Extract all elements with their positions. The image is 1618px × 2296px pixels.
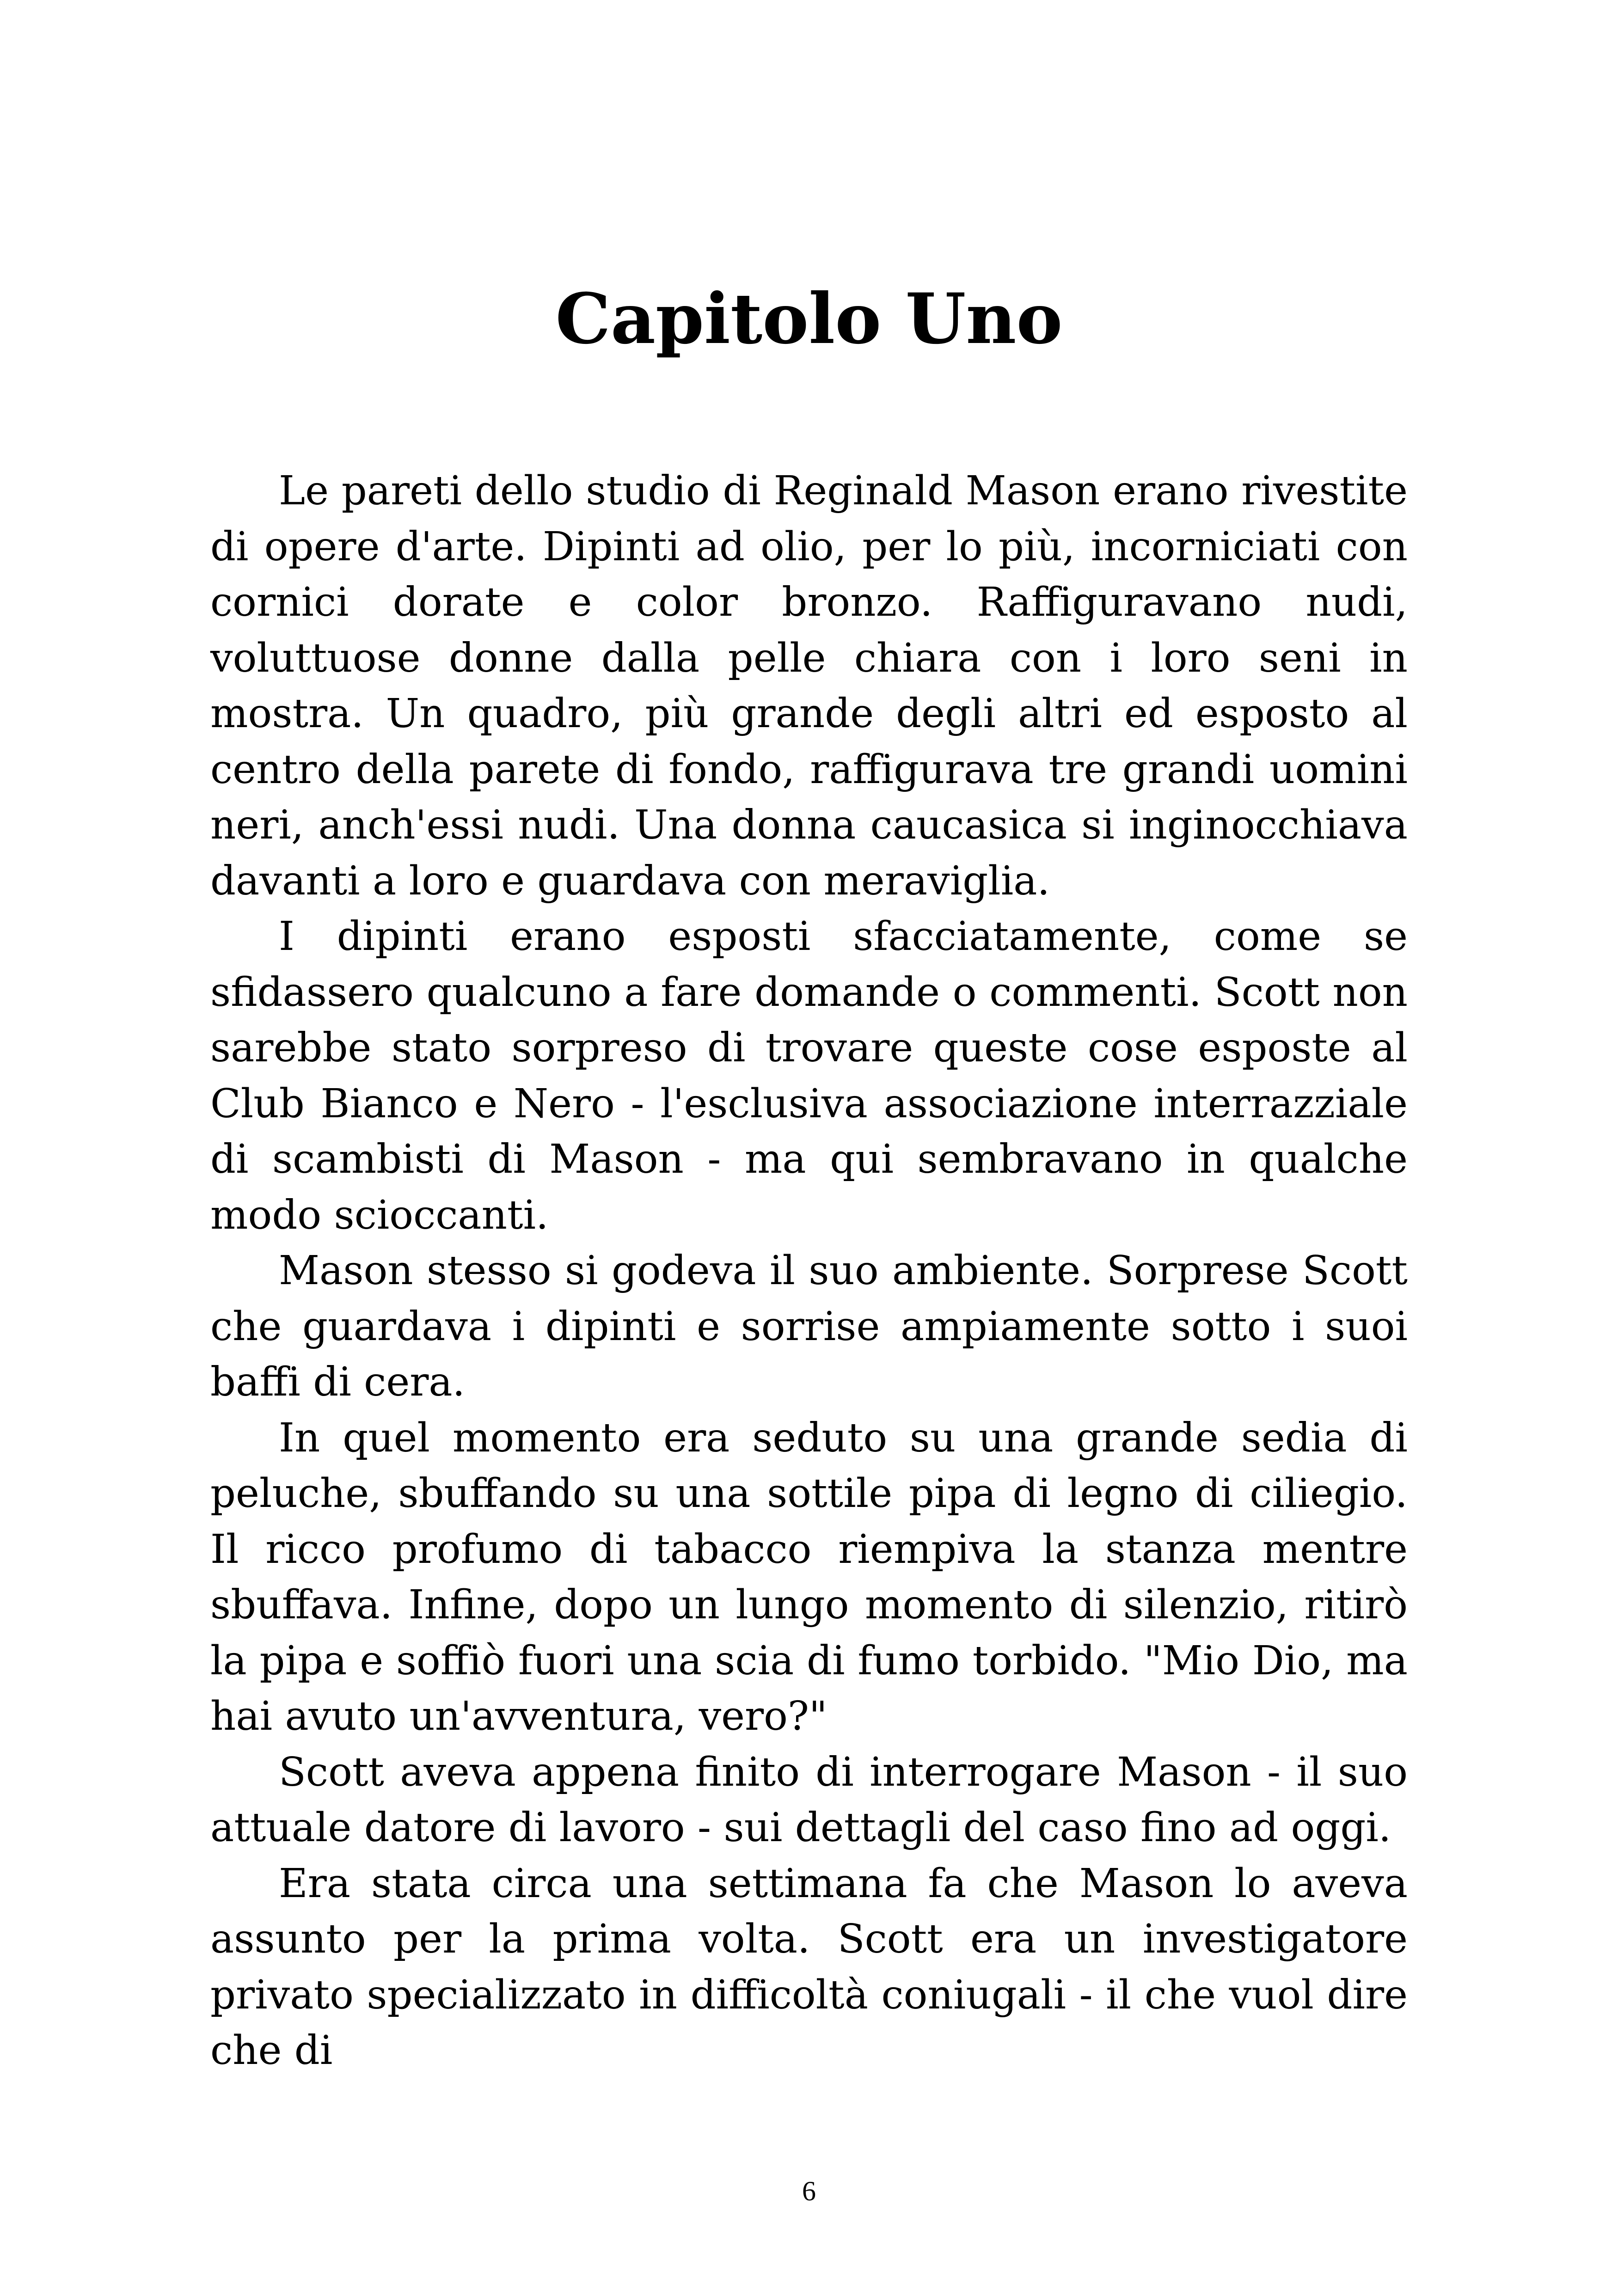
chapter-title: Capitolo Uno xyxy=(555,278,1063,360)
page-number: 6 xyxy=(802,2176,816,2206)
paragraph: Mason stesso si godeva il suo ambiente. Sorprese Scott che guardava i dipinti e sorrise ampiamente sotto i suoi baffi di cera. xyxy=(210,1248,1408,1405)
paragraph: In quel momento era seduto su una grande sedia di peluche, sbuffando su una sottile pipa di legno di ciliegio. Il ricco profumo di tabacco riempiva la stanza mentre sbuffava. Infine, dopo un lungo momento di silenzio, ritirò la pipa e soffiò fuori una scia di fumo torbido. "Mio Dio, ma hai avuto un'avventura, vero?" xyxy=(210,1414,1408,1739)
paragraph: I dipinti erano esposti sfacciatamente, come se sfidassero qualcuno a fare domande o commenti. Scott non sarebbe stato sorpreso di trovare queste cose esposte al Club Bianco e Nero - l'esclusiva associazione interrazziale di scambisti di Mason - ma qui sembravano in qualche modo scioccanti. xyxy=(210,913,1408,1238)
paragraph: Scott aveva appena finito di interrogare Mason - il suo attuale datore di lavoro - sui dettagli del caso fino ad oggi. xyxy=(210,1749,1408,1851)
chapter-body xyxy=(210,463,1408,2079)
paragraph: Era stata circa una settimana fa che Mason lo aveva assunto per la prima volta. Scott era un investigatore privato specializzato in difficoltà coniugali - il che vuol dire che di xyxy=(210,1860,1408,2074)
paragraph: Le pareti dello studio di Reginald Mason erano rivestite di opere d'arte. Dipinti ad olio, per lo più, incorniciati con cornici dorate e color bronzo. Raffiguravano nudi, voluttuose donne dalla pelle chiara con i loro seni in mostra. Un quadro, più grande degli altri ed esposto al centro della parete di fondo, raffigurava tre grandi uomini neri, anch'essi nudi. Una donna caucasica si inginocchiava davanti a loro e guardava con meraviglia. xyxy=(210,468,1408,904)
